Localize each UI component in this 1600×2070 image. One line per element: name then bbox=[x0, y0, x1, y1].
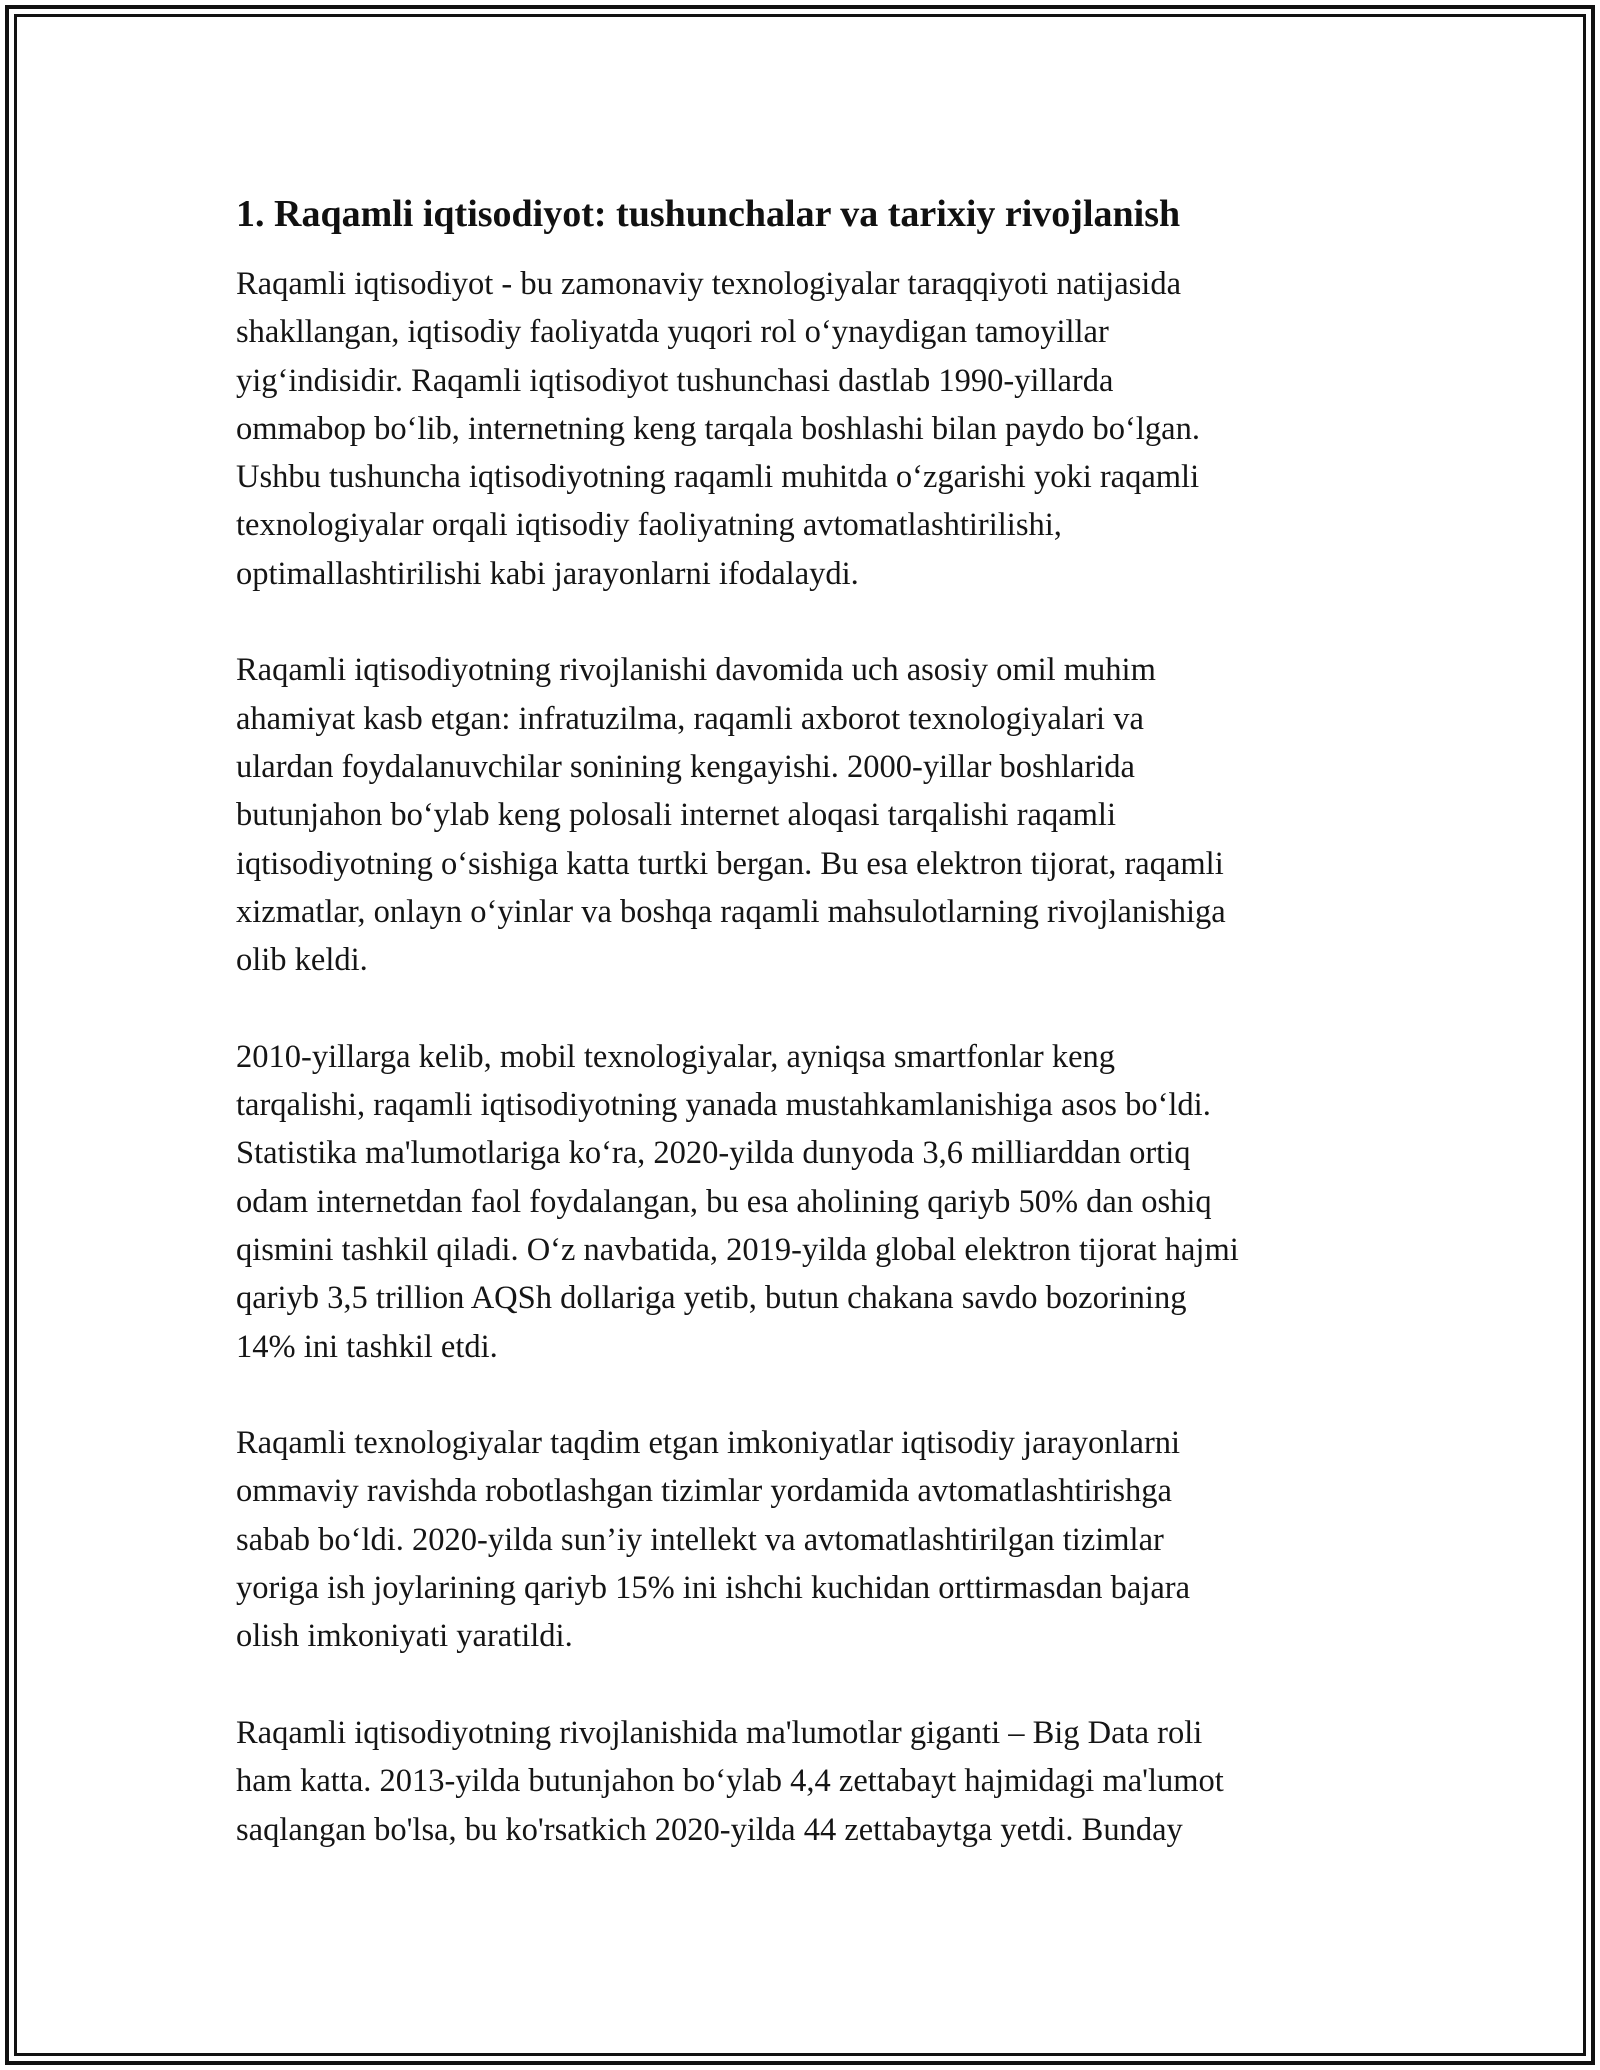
document-body bbox=[236, 186, 1386, 1854]
paragraph-4 bbox=[236, 1419, 1386, 1660]
text-line: shakllangan, iqtisodiy faoliyatda yuqori rol oʻynaydigan tamoyillar bbox=[236, 314, 1109, 351]
text-line: Raqamli iqtisodiyotning rivojlanishi davomida uch asosiy omil muhim bbox=[236, 652, 1156, 689]
text-line: Statistika ma'lumotlariga koʻra, 2020-yilda dunyoda 3,6 milliarddan ortiq bbox=[236, 1135, 1191, 1172]
section-heading: 1. Raqamli iqtisodiyot: tushunchalar va tarixiy rivojlanish bbox=[236, 193, 1181, 235]
paragraph-2 bbox=[236, 646, 1386, 984]
text-line: odam internetdan faol foydalangan, bu esa aholining qariyb 50% dan oshiq bbox=[236, 1183, 1212, 1220]
paragraph-5 bbox=[236, 1709, 1386, 1854]
text-line: olib keldi. bbox=[236, 942, 368, 979]
text-line: qismini tashkil qiladi. Oʻz navbatida, 2019-yilda global elektron tijorat hajmi bbox=[236, 1231, 1239, 1268]
text-line: qariyb 3,5 trillion AQSh dollariga yetib, butun chakana savdo bozorining bbox=[236, 1280, 1187, 1317]
text-line: ommaviy ravishda robotlashgan tizimlar yordamida avtomatlashtirishga bbox=[236, 1473, 1172, 1510]
text-line: sabab boʻldi. 2020-yilda sun’iy intellekt va avtomatlashtirilgan tizimlar bbox=[236, 1521, 1164, 1558]
paragraph-3 bbox=[236, 1033, 1386, 1371]
text-line: Raqamli iqtisodiyot - bu zamonaviy texnologiyalar taraqqiyoti natijasida bbox=[236, 266, 1181, 302]
text-line: olish imkoniyati yaratildi. bbox=[236, 1618, 573, 1655]
text-line: saqlangan bo'lsa, bu ko'rsatkich 2020-yilda 44 zettabaytga yetdi. Bunday bbox=[236, 1811, 1183, 1848]
text-line: yoriga ish joylarining qariyb 15% ini ishchi kuchidan orttirmasdan bajara bbox=[236, 1570, 1191, 1607]
text-line: Raqamli iqtisodiyotning rivojlanishida ma'lumotlar giganti – Big Data roli bbox=[236, 1714, 1203, 1751]
paragraph-1 bbox=[236, 260, 1386, 598]
text-line: xizmatlar, onlayn oʻyinlar va boshqa raqamli mahsulotlarning rivojlanishiga bbox=[236, 893, 1226, 930]
text-line: ulardan foydalanuvchilar sonining kengayishi. 2000-yillar boshlarida bbox=[236, 748, 1135, 785]
text-line: tarqalishi, raqamli iqtisodiyotning yanada mustahkamlanishiga asos boʻldi. bbox=[236, 1087, 1211, 1124]
text-line: texnologiyalar orqali iqtisodiy faoliyatning avtomatlashtirilishi, bbox=[236, 507, 1062, 544]
text-line: Raqamli texnologiyalar taqdim etgan imkoniyatlar iqtisodiy jarayonlarni bbox=[236, 1425, 1181, 1462]
text-line: ham katta. 2013-yilda butunjahon boʻylab 4,4 zettabayt hajmidagi ma'lumot bbox=[236, 1763, 1224, 1800]
text-line: yigʻindisidir. Raqamli iqtisodiyot tushunchasi dastlab 1990-yillarda bbox=[236, 362, 1114, 399]
text-line: ommabop boʻlib, internetning keng tarqala boshlashi bilan paydo boʻlgan. bbox=[236, 410, 1200, 447]
text-line: optimallashtirilishi kabi jarayonlarni ifodalaydi. bbox=[236, 555, 859, 592]
text-line: butunjahon boʻylab keng polosali internet aloqasi tarqalishi raqamli bbox=[236, 797, 1116, 834]
text-line: ahamiyat kasb etgan: infratuzilma, raqamli axborot texnologiyalari va bbox=[236, 700, 1144, 737]
text-line: iqtisodiyotning oʻsishiga katta turtki bergan. Bu esa elektron tijorat, raqamli bbox=[236, 845, 1224, 882]
text-line: 14% ini tashkil etdi. bbox=[236, 1328, 498, 1365]
text-line: Ushbu tushuncha iqtisodiyotning raqamli muhitda oʻzgarishi yoki raqamli bbox=[236, 459, 1200, 496]
text-line: 2010-yillarga kelib, mobil texnologiyalar, ayniqsa smartfonlar keng bbox=[236, 1038, 1115, 1075]
